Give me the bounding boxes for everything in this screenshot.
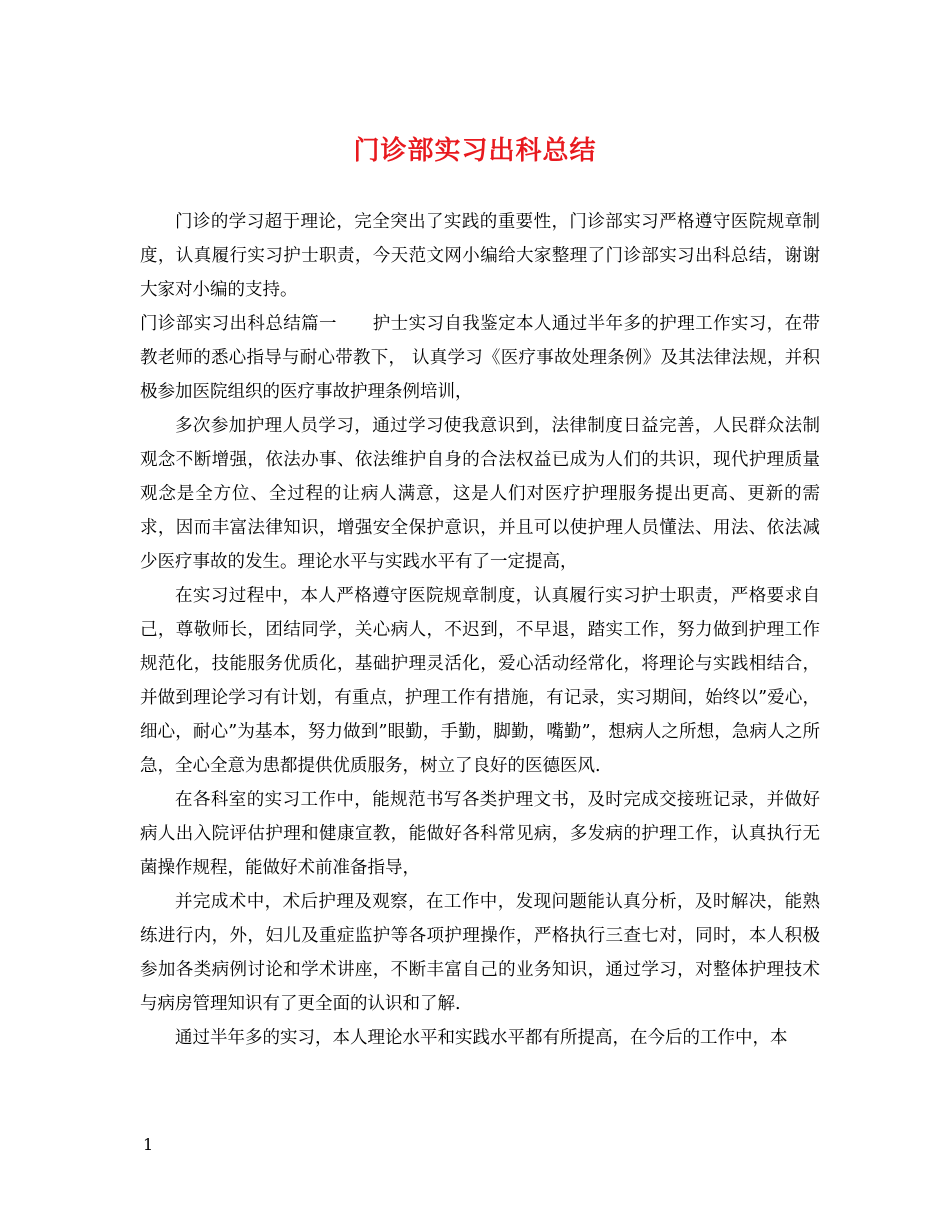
page-number: 1 xyxy=(143,1135,154,1154)
paragraph-legal-study: 多次参加护理人员学习，通过学习使我意识到，法律制度日益完善，人民群众法制观念不断增强，依法办事、依法维护自身的合法权益已成为人们的共识，现代护理质量观念是全方位、全过程的让病人满意，这是人们对医疗护理服务提出更高、更新的需求，因而丰富法律知识，增强安全保护意识，并且可以使护理人员懂法、用法、依法减少医疗事故的发生。理论水平与实践水平有了一定提高， xyxy=(140,416,820,572)
document-body xyxy=(140,205,820,1055)
paragraph-intro: 门诊的学习超于理论，完全突出了实践的重要性，门诊部实习严格遵守医院规章制度，认真履行实习护士职责，今天范文网小编给大家整理了门诊部实习出科总结，谢谢大家对小编的支持。 xyxy=(140,212,820,300)
paragraph-internship-conduct: 在实习过程中，本人严格遵守医院规章制度，认真履行实习护士职责，严格要求自己，尊敬师长，团结同学，关心病人，不迟到，不早退，踏实工作，努力做到护理工作规范化，技能服务优质化，基础护理灵活化，爱心活动经常化，将理论与实践相结合，并做到理论学习有计划，有重点，护理工作有措施，有记录，实习期间，始终以”爱心，细心，耐心”为基本，努力做到”眼勤，手勤，脚勤，嘴勤”，想病人之所想，急病人之所急，全心全意为患都提供优质服务，树立了良好的医德医风. xyxy=(140,586,820,776)
paragraph-conclusion: 通过半年多的实习，本人理论水平和实践水平都有所提高，在今后的工作中，本 xyxy=(175,1028,788,1048)
paragraph-surgical-care: 并完成术中，术后护理及观察，在工作中，发现问题能认真分析，及时解决，能熟练进行内，外，妇儿及重症监护等各项护理操作，严格执行三查七对，同时，本人积极参加各类病例讨论和学术讲座，不断丰富自己的业务知识，通过学习，对整体护理技术与病房管理知识有了更全面的认识和了解. xyxy=(140,892,820,1014)
document-title: 门诊部实习出科总结 xyxy=(353,136,597,166)
paragraph-department-work: 在各科室的实习工作中，能规范书写各类护理文书，及时完成交接班记录，并做好病人出入院评估护理和健康宣教，能做好各科常见病，多发病的护理工作，认真执行无菌操作规程，能做好术前准备指导， xyxy=(140,790,820,878)
paragraph-section-one: 门诊部实习出科总结篇一 护士实习自我鉴定本人通过半年多的护理工作实习，在带教老师的悉心指导与耐心带教下， 认真学习《医疗事故处理条例》及其法律法规，并积极参加医院组织的医疗事故护理条例培训， xyxy=(140,314,820,402)
